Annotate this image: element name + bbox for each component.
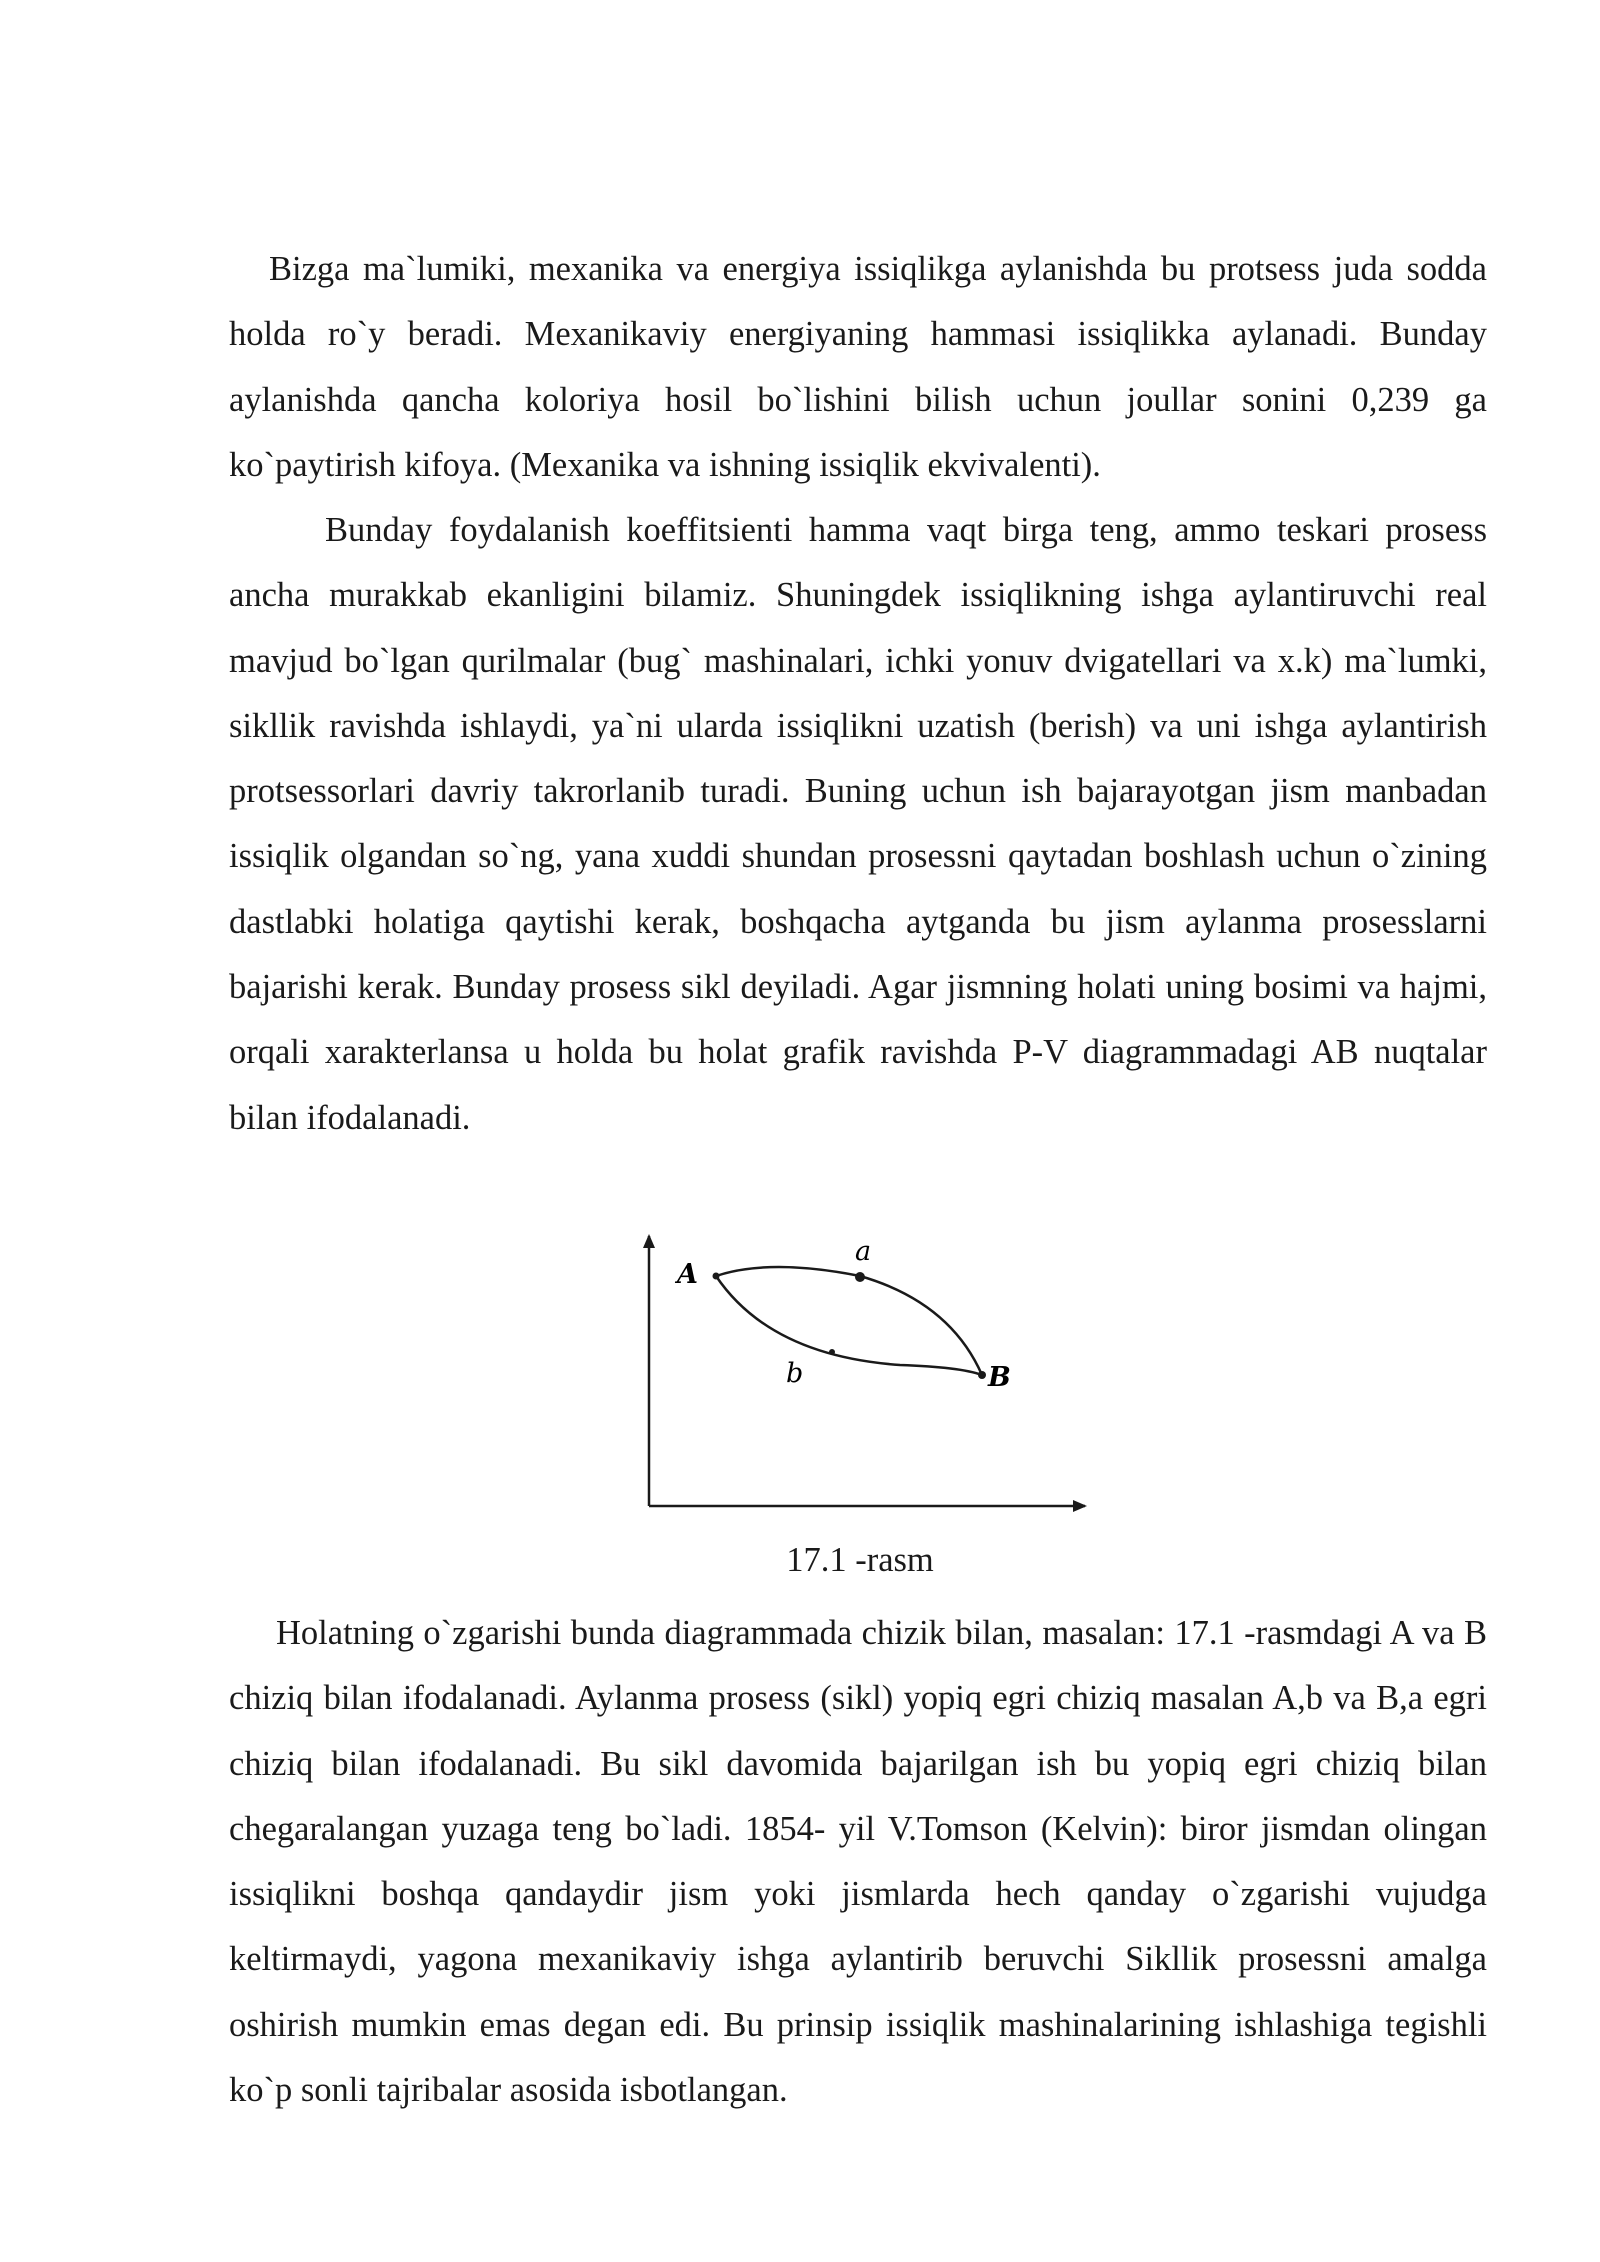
figure-caption: 17.1 -rasm [786, 1541, 934, 1579]
paragraph-kelvin: Holatning o`zgarishi bunda diagrammada chizik bilan, masalan: 17.1 -rasmdagi A va B chiziq bilan ifodalanadi. Aylanma prosess (sikl) yopiq egri chiziq masalan A,b va B,a egri chiziq bilan ifodalanadi. Bu sikl davomida bajarilgan ish bu yopiq egri chiziq bilan chegaralangan yuzaga teng bo`ladi. 1854- yil V.Tomson (Kelvin): biror jismdan olingan issiqlikni boshqa qandaydir jism yoki jismlarda hech qanday o`zgarishi vujudga keltirmaydi, yagona mexanikaviy ishga aylantirib beruvchi Sikllik prosessni amalga oshirish mumkin emas degan edi. Bu prinsip issiqlik mashinalarining ishlashiga tegishli ko`p sonli tajribalar asosida isbotlangan. [229, 1614, 1487, 2110]
paragraph-intro: Bizga ma`lumiki, mexanika va energiya issiqlikga aylanishda bu protsess juda sodda holda ro`y beradi. Mexanikaviy energiyaning hammasi issiqlikka aylanadi. Bunday aylanishda qancha koloriya hosil bo`lishini bilish uchun joullar sonini 0,239 ga ko`paytirish kifoya. (Mexanika va ishning issiqlik ekvivalenti). [229, 250, 1487, 484]
curve-b [716, 1276, 982, 1375]
pv-diagram [620, 1222, 1100, 1522]
point-a [855, 1272, 865, 1282]
label-a: a [855, 1236, 872, 1267]
point-A [713, 1273, 720, 1280]
point-b [829, 1349, 835, 1355]
label-B: B [988, 1362, 1011, 1393]
label-A: A [677, 1259, 698, 1290]
pv-diagram-svg [620, 1222, 1100, 1522]
paragraph-cycle: Bunday foydalanish koeffitsienti hamma vaqt birga teng, ammo teskari prosess ancha murakkab ekanligini bilamiz. Shuningdek issiqlikning ishga aylantiruvchi real mavjud bo`lgan qurilmalar (bug` mashinalari, ichki yonuv dvigatellari va x.k) ma`lumki, sikllik ravishda ishlaydi, ya`ni ularda issiqlikni uzatish (berish) va uni ishga aylantirish protsessorlari davriy takrorlanib turadi. Buning uchun ish bajarayotgan jism manbadan issiqlik olgandan so`ng, yana xuddi shundan prosessni qaytadan boshlash uchun o`zining dastlabki holatiga qaytishi kerak, boshqacha aytganda bu jism aylanma prosesslarni bajarishi kerak. Bunday prosess sikl deyiladi. Agar jismning holati uning bosimi va hajmi, orqali xarakterlansa u holda bu holat grafik ravishda P-V diagrammadagi AB nuqtalar bilan ifodalanadi. [229, 511, 1487, 1137]
point-B [978, 1371, 986, 1379]
label-b: b [786, 1358, 804, 1389]
